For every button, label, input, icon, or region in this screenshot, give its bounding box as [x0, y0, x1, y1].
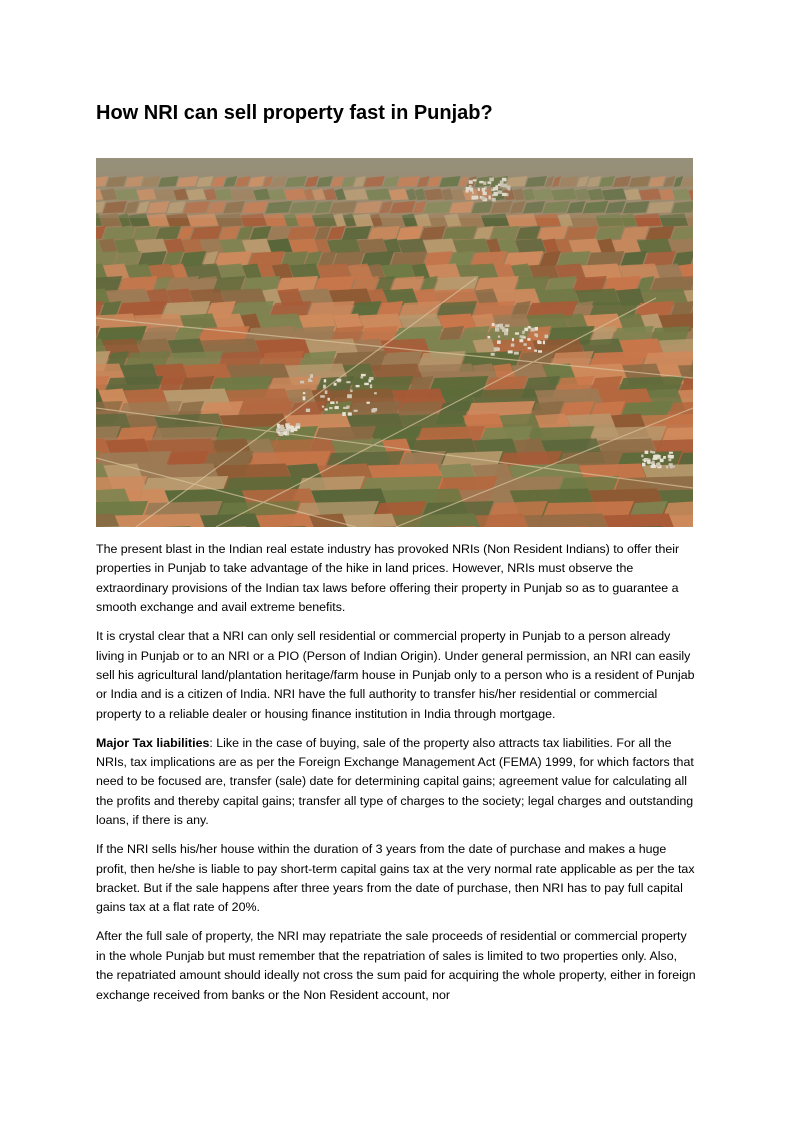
paragraph-3-text: : Like in the case of buying, sale of the property also attracts tax liabilities. For all the NRIs, tax implications are as per the Foreign Exchange Management Act (FEMA) 1999, for which factors that need to be focused are, transfer (sale) date for determining capital gains; agreement value for calculating all the profits and thereby capital gains; transfer all type of charges to the society; legal charges and outstanding loans, if there is any.: [96, 735, 694, 828]
paragraph-5-text: After the full sale of property, the NRI may repatriate the sale proceeds of residential or commercial property in the whole Punjab but must remember that the repatriation of sales is limited to two properties only. Also, the repatriated amount should ideally not cross the sum paid for acquiring the whole property, either in foreign exchange received from banks or the Non Resident account, nor: [96, 929, 696, 1002]
aerial-farmland-photo: [96, 158, 693, 527]
paragraph-2: [96, 627, 696, 724]
aerial-farmland-illustration: [96, 158, 693, 527]
page-title: How NRI can sell property fast in Punjab?: [96, 102, 493, 124]
paragraph-1-text: The present blast in the Indian real estate industry has provoked NRIs (Non Resident Indians) to offer their properties in Punjab to take advantage of the hike in land prices. However, NRIs must observe the extraordinary provisions of the Indian tax laws before offering their property in Punjab so as to guarantee a smooth exchange and avail extreme benefits.: [96, 542, 680, 615]
paragraph-5: [96, 927, 696, 1005]
paragraph-4-text: If the NRI sells his/her house within the duration of 3 years from the date of purchase and makes a huge profit, then he/she is liable to pay short-term capital gains tax at the very normal rate applicable as per the tax bracket. But if the sale happens after three years from the date of purchase, then NRI has to pay full capital gains tax at a flat rate of 20%.: [96, 842, 695, 915]
article-body: [96, 540, 696, 1014]
paragraph-4: [96, 840, 696, 918]
tax-liabilities-heading: Major Tax liabilities: [96, 735, 210, 750]
paragraph-1: [96, 540, 696, 618]
paragraph-3: [96, 734, 696, 831]
paragraph-2-text: It is crystal clear that a NRI can only sell residential or commercial property in Punjab to a person already living in Punjab or to an NRI or a PIO (Person of Indian Origin). Under general permission, an NRI can easily sell his agricultural land/plantation heritage/farm house in Punjab only to a person who is a resident of Punjab or India and is a citizen of India. NRI have the full authority to transfer his/her residential or commercial property to a reliable dealer or housing finance institution in India through mortgage.: [96, 629, 695, 721]
